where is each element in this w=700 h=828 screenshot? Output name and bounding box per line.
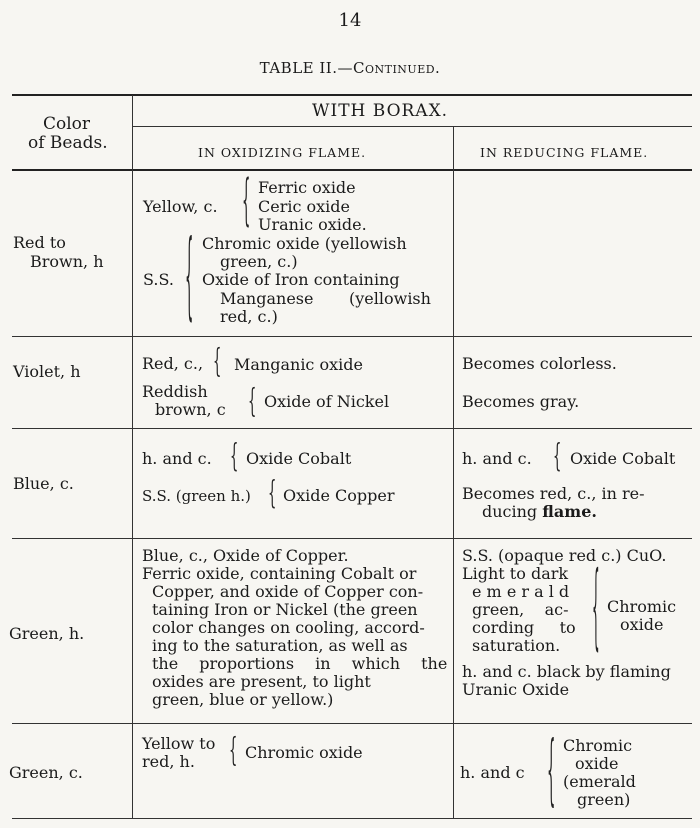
row-green-h-ox-line-1: Blue, c., Oxide of Copper.: [142, 546, 349, 565]
row-blue-color: Blue, c.: [13, 474, 74, 493]
row-green-c-red-item-1: Chromic: [563, 736, 633, 755]
header-of-beads: of Beads.: [28, 133, 108, 153]
table-title: [0, 59, 700, 77]
row-red-ss-line-3: Oxide of Iron containing: [202, 270, 400, 289]
header-bottom-rule: [12, 169, 692, 171]
row-blue-red1-label: h. and c.: [462, 449, 532, 468]
row-green-h-ox-line-4: taining Iron or Nickel (the green: [152, 600, 418, 619]
header-reducing-flame: IN REDUCING FLAME.: [480, 145, 649, 160]
row-blue-red2-line-2: [482, 503, 597, 521]
row-red-ss-line-4: Manganese: [220, 289, 314, 308]
row-green-h-red-left-2: e m e r a l d: [472, 582, 570, 601]
row-blue-red2-line-2b: flame.: [542, 502, 597, 521]
row-red-ss-line-2: green, c.): [220, 252, 298, 271]
row-green-c-red-label: h. and c: [460, 763, 525, 782]
row-green-c-red-brace: {: [547, 729, 556, 817]
row-red-ss-label: S.S.: [143, 270, 174, 289]
row-green-h-ox-line-7: the proportions in which the: [152, 654, 448, 673]
row-red-yellow-brace: {: [242, 171, 251, 234]
row-red-yellow-item-3: Uranic oxide.: [258, 215, 367, 234]
row-green-c-ox-brace: {: [229, 732, 238, 770]
page-number: 14: [338, 10, 362, 31]
column-rule-2: [453, 127, 454, 818]
row-green-c-red-item-2: oxide: [575, 754, 619, 773]
row-violet-ox2-item: Oxide of Nickel: [264, 392, 390, 411]
table-title-prefix: TABLE II.—: [259, 59, 353, 77]
row-violet-red-2: Becomes gray.: [462, 392, 580, 411]
row-green-h-ox-line-8: oxides are present, to light: [152, 672, 371, 691]
row-green-h-red-line-8: Uranic Oxide: [462, 680, 570, 699]
row-green-h-red-line-7: h. and c. black by flaming: [462, 662, 671, 681]
row-green-h-red-right-1: Chromic: [607, 597, 677, 616]
row-green-h-red-left-3: green, ac-: [472, 600, 569, 619]
row-blue-ox2-item: Oxide Copper: [283, 486, 395, 505]
row-blue-red1-item: Oxide Cobalt: [570, 449, 676, 468]
row-green-c-ox-label-1: Yellow to: [142, 734, 216, 753]
row-blue-red1-brace: {: [553, 439, 562, 476]
row-blue-ox1-brace: {: [230, 439, 239, 476]
row-violet-ox1-brace: {: [213, 343, 222, 381]
row-rule-4: [12, 723, 692, 724]
row-green-h-ox-line-3: Copper, and oxide of Copper con-: [152, 582, 424, 601]
row-green-h-red-left-1: Light to dark: [462, 564, 569, 583]
row-green-h-ox-line-9: green, blue or yellow.): [152, 690, 334, 709]
row-red-yellow-item-2: Ceric oxide: [258, 197, 351, 216]
header-color: Color: [43, 114, 91, 134]
row-violet-ox2-label-2: brown, c: [155, 400, 226, 419]
row-green-c-red-item-3: (emerald: [563, 772, 636, 791]
table-top-rule: [12, 94, 692, 96]
row-violet-red-1: Becomes colorless.: [462, 354, 617, 373]
row-green-h-red-left-4: cording to: [472, 618, 576, 637]
row-green-h-ox-line-5: color changes on cooling, accord-: [152, 618, 425, 637]
row-green-h-red-line-1: S.S. (opaque red c.) CuO.: [462, 546, 667, 565]
row-blue-ox2-label: S.S. (green h.): [142, 487, 251, 505]
row-red-color-2: Brown, h: [30, 252, 104, 271]
row-violet-color: Violet, h: [13, 362, 81, 381]
header-oxidizing-flame: IN OXIDIZING FLAME.: [198, 145, 367, 160]
row-green-c-ox-item: Chromic oxide: [245, 743, 363, 762]
row-red-yellow-label: Yellow, c.: [143, 197, 218, 216]
row-blue-red2-line-2a: ducing: [482, 502, 543, 521]
row-blue-ox1-item: Oxide Cobalt: [246, 449, 352, 468]
row-green-h-ox-line-2: Ferric oxide, containing Cobalt or: [142, 564, 417, 583]
column-rule-1: [132, 95, 133, 818]
row-red-ss-line-6: red, c.): [220, 307, 278, 326]
row-green-c-ox-label-2: red, h.: [142, 752, 195, 771]
row-violet-ox2-brace: {: [248, 383, 257, 421]
row-green-h-red-right-2: oxide: [620, 615, 664, 634]
row-violet-ox1-item: Manganic oxide: [234, 355, 363, 374]
row-green-h-color: Green, h.: [9, 624, 85, 643]
row-blue-red2-line-1: Becomes red, c., in re-: [462, 484, 645, 503]
table-title-suffix: Continued.: [353, 59, 441, 77]
row-red-ss-line-5: (yellowish: [349, 289, 431, 308]
row-red-ss-brace: {: [185, 225, 194, 333]
row-green-c-color: Green, c.: [9, 763, 83, 782]
row-violet-ox1-label: Red, c.,: [142, 354, 204, 373]
header-with-borax: WITH BORAX.: [312, 101, 449, 121]
row-blue-ox1-label: h. and c.: [142, 449, 212, 468]
table-bottom-rule: [12, 818, 692, 819]
row-red-ss-line-1: Chromic oxide (yellowish: [202, 234, 407, 253]
row-rule-2: [12, 428, 692, 429]
row-blue-ox2-brace: {: [268, 476, 277, 513]
row-red-color-1: Red to: [13, 233, 66, 252]
header-mid-rule: [133, 126, 692, 127]
row-green-h-red-left-5: saturation.: [472, 636, 561, 655]
row-rule-3: [12, 538, 692, 539]
row-red-yellow-item-1: Ferric oxide: [258, 178, 356, 197]
row-rule-1: [12, 336, 692, 337]
row-violet-ox2-label-1: Reddish: [142, 382, 208, 401]
row-green-h-ox-line-6: ing to the saturation, as well as: [152, 636, 408, 655]
row-green-h-red-brace: {: [592, 557, 600, 663]
row-green-c-red-item-4: green): [577, 790, 631, 809]
